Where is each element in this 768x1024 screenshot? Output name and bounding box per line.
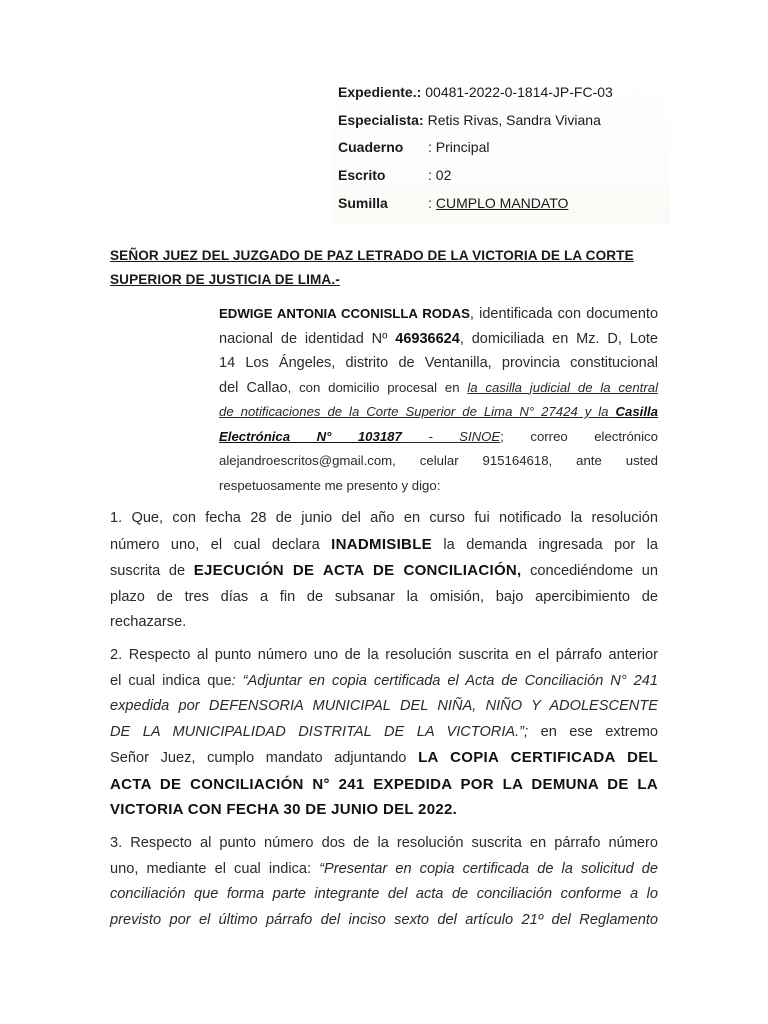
paragraph-line: el cual indica que: “Adjuntar en copia certificada el Acta de Conciliación N° 241 [110,672,659,689]
expediente-value: 00481-2022-0-1814-JP-FC-03 [425,83,613,100]
especialista-value: Retis Rivas, Sandra Viviana [427,111,601,128]
sumilla-value: CUMPLO MANDATO [435,194,569,211]
paragraph-line: uno, mediante el cual indica: “Presentar en copia certificada de la solicitud de [110,860,658,877]
paragraph-line: 3. Respecto al punto número dos de la resolución suscrita en párrafo número [110,835,658,851]
escrito-value: : 02 [428,166,452,183]
intro-line: EDWIGE ANTONIA CCONISLLA RODAS, identificada con documento [219,306,659,322]
intro-line: del Callao, con domicilio procesal en la casilla judicial de la central [219,379,658,396]
expediente-label: Expediente.: [338,83,422,100]
paragraph-line: ACTA DE CONCILIACIÓN N° 241 EXPEDIDA POR LA DEMUNA DE LA [110,775,658,793]
intro-line: de notificaciones de la Corte Superior de Lima N° 27424 y la Casilla [219,404,658,419]
paragraph-3 [110,831,658,933]
intro-line: respetuosamente me presento y digo: [219,477,441,493]
intro-line: nacional de identidad Nº 46936624, domiciliada en Mz. D, Lote [219,330,658,347]
paragraph-line: rechazarse. [110,614,187,630]
escrito-label: Escrito [338,166,386,183]
sumilla-label: Sumilla [338,194,388,211]
paragraph-line: 2. Respecto al punto número uno de la resolución suscrita en el párrafo anterior [110,647,658,663]
paragraph-line: número uno, el cual declara INADMISIBLE la demanda ingresada por la [110,535,658,553]
dni-number: 46936624 [395,330,460,347]
addressee [110,244,658,291]
petitioner-name: EDWIGE ANTONIA CCONISLLA RODAS [219,306,470,321]
paragraph-line: 1. Que, con fecha 28 de junio del año en curso fui notificado la resolución [110,510,658,526]
sumilla-colon: : [428,194,432,211]
sumilla-row [338,189,664,217]
intro-line: alejandroescritos@gmail.com, celular 915164618, ante usted [219,453,658,468]
cuaderno-value: : Principal [428,139,490,156]
paragraph-line: DE LA MUNICIPALIDAD DISTRITAL DE LA VICTORIA.”; en ese extremo [110,723,658,740]
cuaderno-row [338,133,664,161]
case-header [332,78,670,224]
cuaderno-label: Cuaderno [338,139,404,156]
escrito-row [338,161,664,189]
intro-line: 14 Los Ángeles, distrito de Ventanilla, provincia constitucional [219,355,658,371]
addressee-line: SEÑOR JUEZ DEL JUZGADO DE PAZ LETRADO DE LA VICTORIA DE LA CORTE [110,248,634,263]
intro-paragraph [219,302,658,498]
paragraph-line: conciliación que forma parte integrante del acta de conciliación conforme a lo [110,886,658,902]
especialista-label: Especialista: [338,111,424,128]
paragraph-line: plazo de tres días a fin de subsanar la omisión, bajo apercibimiento de [110,588,658,605]
paragraph-line: suscrita de EJECUCIÓN DE ACTA DE CONCILIACIÓN, concediéndome un [110,562,658,579]
paragraph-line: previsto por el último párrafo del inciso sexto del artículo 21º del Reglamento [110,911,658,928]
addressee-line: SUPERIOR DE JUSTICIA DE LIMA.- [110,271,340,287]
paragraph-1 [110,506,658,636]
paragraph-line: Señor Juez, cumplo mandato adjuntando LA COPIA CERTIFICADA DEL [110,749,658,766]
especialista-row [338,106,664,134]
paragraph-line: VICTORIA CON FECHA 30 DE JUNIO DEL 2022. [110,801,458,818]
intro-line: Electrónica N° 103187 - SINOE; correo electrónico [219,428,658,444]
paragraph-2 [110,643,658,823]
expediente-row [338,78,664,106]
paragraph-line: expedida por DEFENSORIA MUNICIPAL DEL NIÑA, NIÑO Y ADOLESCENTE [110,698,658,714]
